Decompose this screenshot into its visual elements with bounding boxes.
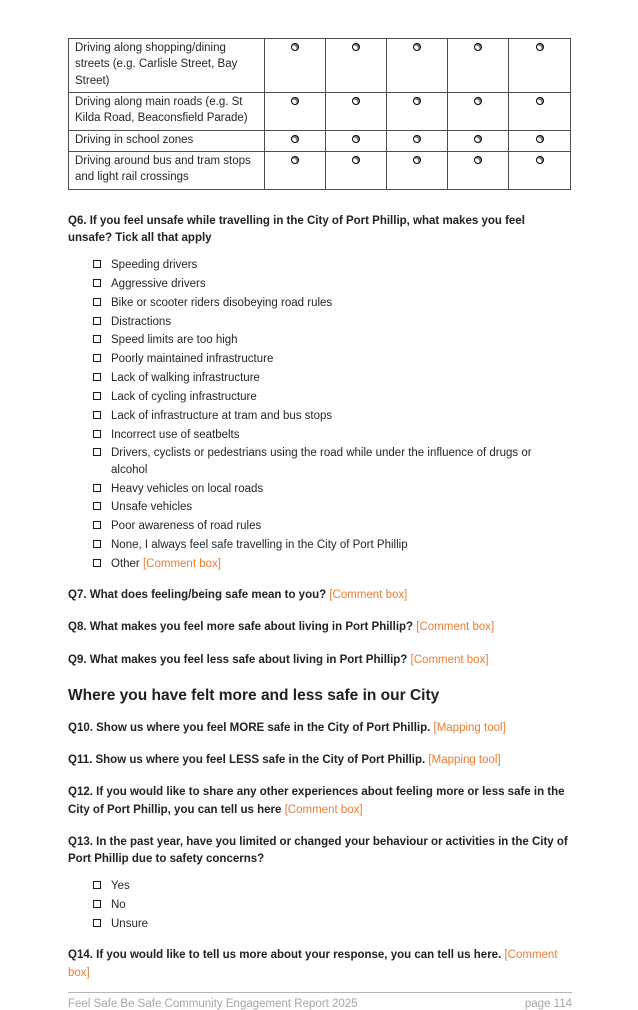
q6-options-list bbox=[93, 257, 570, 572]
question-q8 bbox=[68, 619, 570, 636]
checkbox-icon[interactable] bbox=[93, 521, 101, 529]
checkbox-icon[interactable] bbox=[93, 392, 101, 400]
question-text: Q12. If you would like to share any other experiences about feeling more or less safe in the City of Port Phillip, you can tell us here bbox=[68, 786, 565, 816]
footer-report-title: Feel Safe Be Safe Community Engagement Report 2025 bbox=[68, 997, 358, 1010]
option-label: Lack of walking infrastructure bbox=[111, 372, 260, 385]
radio-cell[interactable] bbox=[265, 130, 326, 151]
checkbox-option[interactable] bbox=[93, 556, 570, 572]
table-row bbox=[69, 151, 571, 189]
question-text: Q6. If you feel unsafe while travelling in the City of Port Phillip, what makes you feel unsafe? Tick all that apply bbox=[68, 214, 525, 244]
radio-cell[interactable] bbox=[387, 130, 448, 151]
radio-cell[interactable] bbox=[387, 39, 448, 93]
option-label: Incorrect use of seatbelts bbox=[111, 428, 240, 441]
option-label: Aggressive drivers bbox=[111, 277, 206, 290]
option-label: Unsafe vehicles bbox=[111, 501, 193, 514]
radio-icon[interactable] bbox=[536, 135, 544, 143]
radio-cell[interactable] bbox=[448, 92, 509, 130]
option-label: None, I always feel safe travelling in the City of Port Phillip bbox=[111, 539, 408, 552]
radio-cell[interactable] bbox=[509, 39, 571, 93]
matrix-table-body bbox=[69, 39, 571, 190]
radio-cell[interactable] bbox=[448, 39, 509, 93]
question-q14 bbox=[68, 947, 570, 982]
radio-icon[interactable] bbox=[413, 43, 421, 51]
radio-cell[interactable] bbox=[265, 39, 326, 93]
row-label: Driving around bus and tram stops and light rail crossings bbox=[69, 151, 265, 189]
question-text: Q13. In the past year, have you limited or changed your behaviour or activities in the City of Port Phillip due to safety concerns? bbox=[68, 835, 568, 866]
radio-cell[interactable] bbox=[509, 92, 571, 130]
checkbox-icon[interactable] bbox=[93, 559, 101, 567]
checkbox-option[interactable] bbox=[93, 878, 570, 894]
checkbox-icon[interactable] bbox=[93, 298, 101, 306]
option-label: Lack of infrastructure at tram and bus stops bbox=[111, 409, 333, 422]
checkbox-option[interactable] bbox=[93, 370, 570, 386]
comment-box-tag: [Comment box] bbox=[142, 557, 221, 570]
radio-cell[interactable] bbox=[387, 151, 448, 189]
radio-cell[interactable] bbox=[509, 151, 571, 189]
question-text: Q11. Show us where you feel LESS safe in the City of Port Phillip. bbox=[68, 754, 426, 767]
checkbox-option[interactable] bbox=[93, 499, 570, 515]
question-q10 bbox=[68, 720, 570, 737]
checkbox-option[interactable] bbox=[93, 408, 570, 424]
checkbox-option[interactable] bbox=[93, 445, 570, 478]
question-q6 bbox=[68, 213, 570, 248]
checkbox-icon[interactable] bbox=[93, 354, 101, 362]
radio-icon[interactable] bbox=[352, 156, 360, 164]
question-text: Q9. What makes you feel less safe about living in Port Phillip? bbox=[68, 653, 408, 666]
question-text: Q10. Show us where you feel MORE safe in the City of Port Phillip. bbox=[68, 721, 431, 734]
checkbox-icon[interactable] bbox=[93, 448, 101, 456]
radio-cell[interactable] bbox=[326, 130, 387, 151]
option-label: Unsure bbox=[111, 918, 149, 931]
checkbox-icon[interactable] bbox=[93, 279, 101, 287]
comment-box-tag: [Comment box] bbox=[410, 653, 489, 666]
checkbox-option[interactable] bbox=[93, 351, 570, 367]
checkbox-icon[interactable] bbox=[93, 411, 101, 419]
radio-icon[interactable] bbox=[413, 156, 421, 164]
option-label: Bike or scooter riders disobeying road rules bbox=[111, 296, 333, 309]
radio-cell[interactable] bbox=[326, 39, 387, 93]
radio-cell[interactable] bbox=[387, 92, 448, 130]
radio-icon[interactable] bbox=[352, 135, 360, 143]
footer-page-number: page 114 bbox=[524, 997, 572, 1010]
checkbox-icon[interactable] bbox=[93, 900, 101, 908]
mapping-tool-tag: [Mapping tool] bbox=[428, 754, 501, 767]
question-text: Q14. If you would like to tell us more about your response, you can tell us here. bbox=[68, 949, 502, 962]
radio-icon[interactable] bbox=[413, 135, 421, 143]
comment-box-tag: [Comment box] bbox=[329, 589, 408, 602]
radio-icon[interactable] bbox=[291, 156, 299, 164]
question-q12 bbox=[68, 784, 570, 819]
question-q7 bbox=[68, 587, 570, 604]
checkbox-icon[interactable] bbox=[93, 540, 101, 548]
checkbox-option[interactable] bbox=[93, 276, 570, 292]
radio-icon[interactable] bbox=[474, 135, 482, 143]
option-label: Speed limits are too high bbox=[111, 334, 238, 347]
question-q9 bbox=[68, 652, 570, 669]
checkbox-icon[interactable] bbox=[93, 484, 101, 492]
comment-box-tag: [Comment box] bbox=[68, 949, 558, 979]
radio-icon[interactable] bbox=[413, 97, 421, 105]
radio-cell[interactable] bbox=[265, 92, 326, 130]
checkbox-option[interactable] bbox=[93, 427, 570, 443]
checkbox-option[interactable] bbox=[93, 314, 570, 330]
row-label: Driving in school zones bbox=[69, 130, 265, 151]
radio-icon[interactable] bbox=[352, 97, 360, 105]
row-label: Driving along main roads (e.g. St Kilda Road, Beaconsfield Parade) bbox=[69, 92, 265, 130]
radio-icon[interactable] bbox=[291, 97, 299, 105]
q13-options-list bbox=[93, 878, 570, 932]
driving-safety-matrix-table bbox=[68, 38, 571, 190]
comment-box-tag: [Comment box] bbox=[284, 803, 363, 816]
radio-cell[interactable] bbox=[448, 151, 509, 189]
question-text: Q8. What makes you feel more safe about living in Port Phillip? bbox=[68, 621, 414, 634]
checkbox-option[interactable] bbox=[93, 332, 570, 348]
radio-cell[interactable] bbox=[326, 151, 387, 189]
checkbox-option[interactable] bbox=[93, 537, 570, 553]
option-label: Heavy vehicles on local roads bbox=[111, 482, 264, 495]
checkbox-option[interactable] bbox=[93, 916, 570, 932]
checkbox-icon[interactable] bbox=[93, 430, 101, 438]
mapping-tool-tag: [Mapping tool] bbox=[433, 721, 506, 734]
option-label: Yes bbox=[111, 880, 130, 893]
radio-icon[interactable] bbox=[291, 43, 299, 51]
radio-cell[interactable] bbox=[326, 92, 387, 130]
radio-icon[interactable] bbox=[536, 156, 544, 164]
question-q13 bbox=[68, 834, 570, 869]
radio-cell[interactable] bbox=[448, 130, 509, 151]
question-q11 bbox=[68, 752, 570, 769]
radio-icon[interactable] bbox=[352, 43, 360, 51]
checkbox-option[interactable] bbox=[93, 518, 570, 534]
option-label: Speeding drivers bbox=[111, 259, 198, 272]
option-label: Lack of cycling infrastructure bbox=[111, 390, 257, 403]
checkbox-icon[interactable] bbox=[93, 502, 101, 510]
radio-icon[interactable] bbox=[536, 97, 544, 105]
table-row bbox=[69, 130, 571, 151]
checkbox-icon[interactable] bbox=[93, 335, 101, 343]
radio-icon[interactable] bbox=[536, 43, 544, 51]
table-row bbox=[69, 92, 571, 130]
checkbox-option[interactable] bbox=[93, 389, 570, 405]
comment-box-tag: [Comment box] bbox=[416, 621, 495, 634]
option-label: Poorly maintained infrastructure bbox=[111, 353, 274, 366]
checkbox-icon[interactable] bbox=[93, 317, 101, 325]
checkbox-icon[interactable] bbox=[93, 881, 101, 889]
checkbox-option[interactable] bbox=[93, 257, 570, 273]
radio-icon[interactable] bbox=[474, 156, 482, 164]
question-text: Q7. What does feeling/being safe mean to you? bbox=[68, 589, 327, 602]
radio-icon[interactable] bbox=[474, 97, 482, 105]
radio-cell[interactable] bbox=[265, 151, 326, 189]
radio-cell[interactable] bbox=[509, 130, 571, 151]
checkbox-icon[interactable] bbox=[93, 260, 101, 268]
radio-icon[interactable] bbox=[291, 135, 299, 143]
section-heading: Where you have felt more and less safe in our City bbox=[68, 686, 440, 704]
checkbox-option[interactable] bbox=[93, 295, 570, 311]
option-label: Other [Comment box] bbox=[111, 557, 221, 570]
checkbox-icon[interactable] bbox=[93, 373, 101, 381]
row-label: Driving along shopping/dining streets (e.g. Carlisle Street, Bay Street) bbox=[69, 39, 265, 93]
checkbox-option[interactable] bbox=[93, 897, 570, 913]
option-label: No bbox=[111, 899, 126, 912]
option-label: Drivers, cyclists or pedestrians using the road while under the influence of drugs or alcohol bbox=[111, 447, 532, 476]
radio-icon[interactable] bbox=[474, 43, 482, 51]
checkbox-icon[interactable] bbox=[93, 919, 101, 927]
table-row bbox=[69, 39, 571, 93]
page-footer bbox=[68, 992, 572, 1010]
option-label: Poor awareness of road rules bbox=[111, 520, 262, 533]
option-label: Distractions bbox=[111, 315, 172, 328]
checkbox-option[interactable] bbox=[93, 481, 570, 497]
